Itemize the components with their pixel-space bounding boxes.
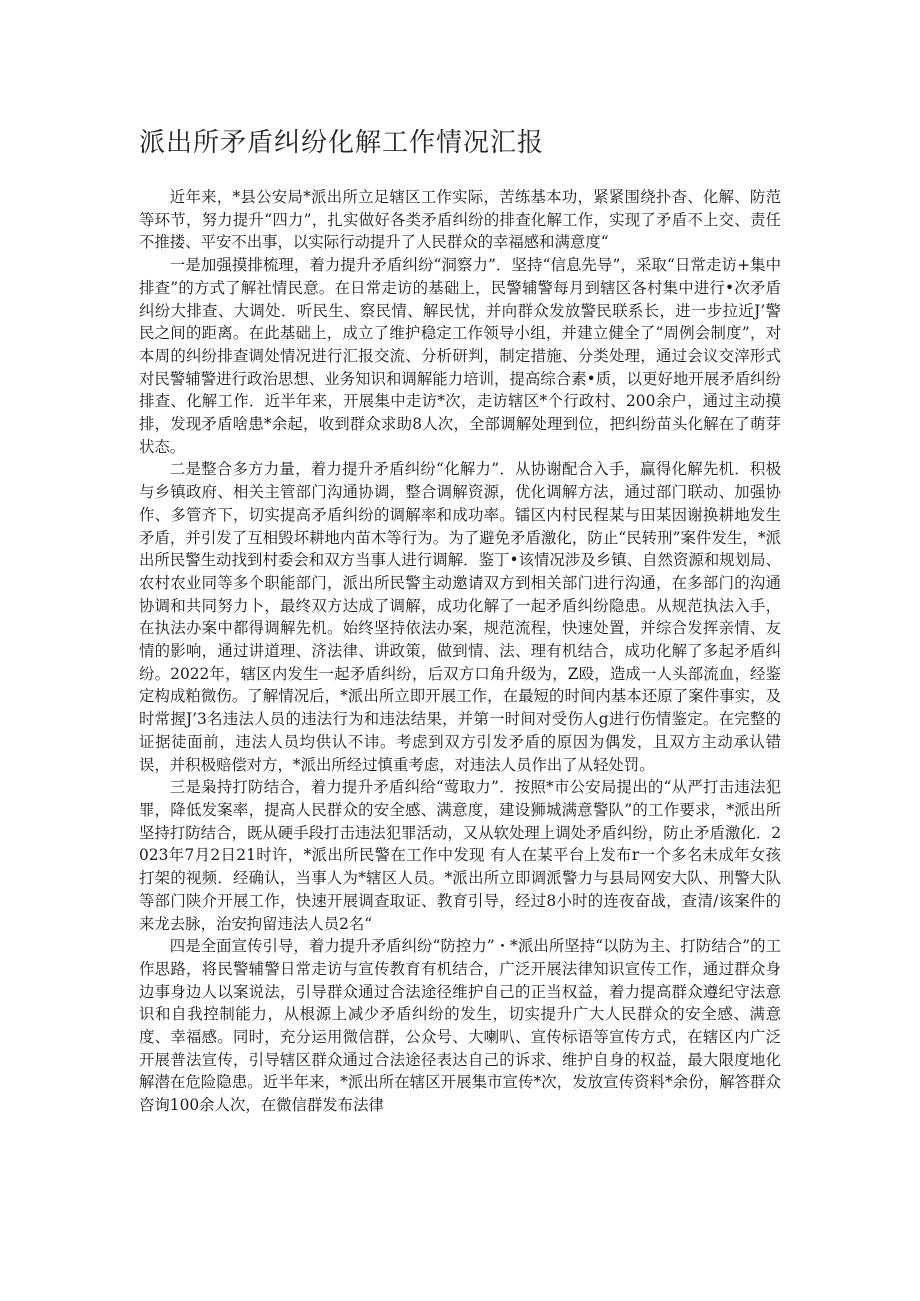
paragraph-section-4: 四是全面宣传引导，着力提升矛盾纠纷“防控力”・*派出所坚持“以防为主、打防结合”的工作思路，将民警辅警日常走访与宣传教育有机结合，广泛开展法律知识宣传工作，通过群众身边事身边人以案说法，引导群众通过合法途径维护自己的正当权益，着力提高群众遵纪守法意识和自我控制能力，从根源上减少矛盾纠纷的发生，切实提升广大人民群众的安全感、满意度、幸福感。同时，充分运用微信群，公众号、大喇叭、宣传标语等宣传方式，在辖区内广泛开展普法宣传，引导辖区群众通过合法途径表达自己的诉求、维护自身的权益，最大限度地化解潜在危险隐患。近半年来，*派出所在辖区开展集市宣传*次，发放宣传资料*余份，解答群众咨询100余人次，在微信群发布法律: [139, 937, 781, 1115]
paragraph-section-1: 一是加强摸排梳理，着力提升矛盾纠纷“洞察力”．坚持“信息先导”，采取“日常走访+集中排查”的方式了解社情民意。在日常走访的基础上，民警辅警每月到辖区各村集中进行•次矛盾纠纷大排查、大调处．听民生、察民情、解民忧，并向群众发放警民联系长，进一步拉近J’警民之间的距离。在此基础上，成立了维护稳定工作领导小组，并建立健全了“周例会制度”，对本周的纠纷排查调处情况进行汇报交流、分析研判，制定措施、分类处理，通过会议交滓形式对民警辅警进行政治思想、业务知识和调解能力培训，提高综合素•质，以更好地开展矛盾纠纷排查、化解工作．近半年来，开展集中走访*次，走访辖区*个行政村、200余户，通过主动摸排，发现矛盾啥患*余起，收到群众求助8人次，全部调解处理到位，把纠纷苗头化解在了萌芽状态。: [139, 256, 781, 456]
paragraph-intro: 近年来，*县公安局*派出所立足辖区工作实际，苦练基本功，紧紧围绕扑杳、化解、防范等环节，努力提升“四力”，扎实做好各类矛盾纠纷的排查化解工作，实现了矛盾不上交、责任不推搂、平安不出事，以实际行动提升了人民群众的幸福感和满意度“: [139, 188, 781, 252]
document-title: 派出所矛盾纠纷化解工作情况汇报: [139, 128, 545, 158]
paragraph-section-2: 二是整合多方力量，着力提升矛盾纠纷“化解力”．从协谢配合入手，赢得化解先机．积极与乡镇政府、相关主管部门沟通协调，整合调解资源，优化调解方法，通过部门联动、加强协作、多管齐下，切实提高矛盾纠纷的调解率和成功率。镭区内村民程某与田某因谢换耕地发生矛盾，并引发了互相毁坏耕地内苗木等行为。为了避免矛盾激化，防止“民转刑”案件发生，*派出所民警生动找到村委会和双方当事人进行调解．鉴丁•该情况涉及乡镇、自然资源和规划局、农村农业同等多个职能部门，派出所民警主动邀请双方到相关部门进行沟通，在多部门的沟通协调和共同努力卜，最终双方达成了调解，成功化解了一起矛盾纠纷隐患。从规范执法入手，在执法办案中都得调解先机。始终坚持依法办案，规范流程，快速处置，并综合发挥亲情、友情的影响，通过讲道理、济法律、讲政策，做到情、法、理有机结合，成功化解了多起矛盾纠纷。2022年，辖区内发生一起矛盾纠纷，后双方口角升级为，Z殴，造成一人头部流血，经鉴定构成粕微伤。了解情况后，*派出所立即开展工作，在最短的时间内基本还原了案件事实，及时常握J’3名违法人员的违法行为和违法结果，并第一时间对受伤人g进行伤情鉴定。在完整的证据徒面前，违法人员均供认不讳。考虑到双方引发矛盾的原因为偶发，且双方主动承认错误，并积极赔偿对方，*派出所经过慎重考虑，对违法人员作出了从轻处罚。: [139, 460, 781, 774]
document-page: [139, 122, 781, 1117]
paragraph-section-3: 三是枭持打防结合，着力提升矛盾纠给“莺取力”．按照*市公安局提出的“从严打击违法犯罪，降低发案率，提高人民群众的安全感、满意度，建设狮城满意警队”的工作要求，*派出所坚持打防结合，既从硬手段打击违法犯罪活动，又从软处理上调处矛盾纠纷，防止矛盾激化．2023年7月2日21时许，*派出所民警在工作中发现 有人在某平台上发布r一个多名未成年女孩打架的视频．经确认，当事人为*辖区人员。*派出所立即调派警力与县局网安大队、刑警大队等部门陕介开展工作，快速开展调查取证、教育引导，经过8小时的连夜奋战，查清/该案件的来龙去脉，治安拘留违法人员2名“: [139, 778, 781, 933]
